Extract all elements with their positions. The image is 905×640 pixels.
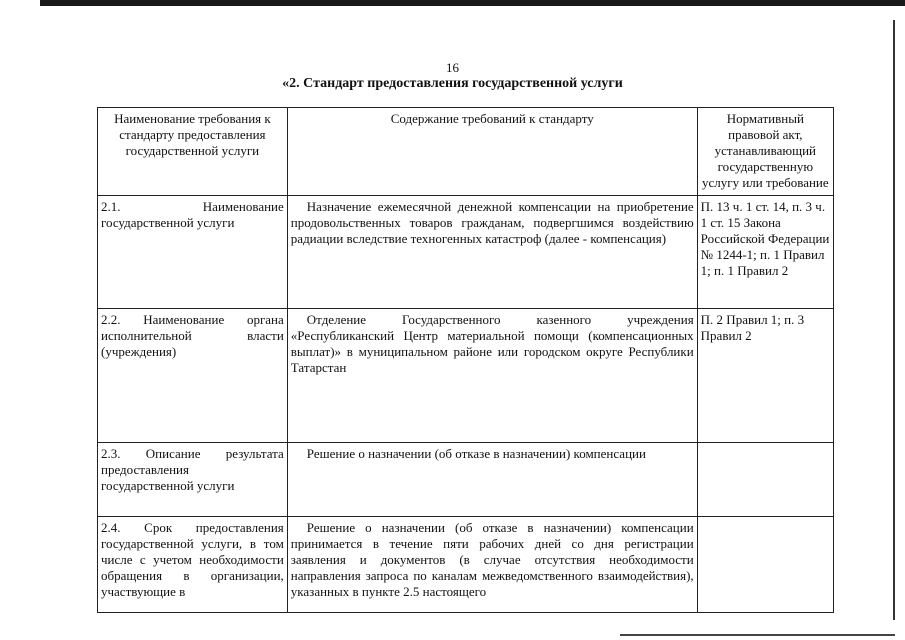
- row-legal-act: П. 13 ч. 1 ст. 14, п. 3 ч. 1 ст. 15 Закона Российской Федерации № 1244-1; п. 1 Правил 1; п. 1 Правил 2: [697, 196, 833, 309]
- scan-edge-bottom: [620, 634, 895, 636]
- row-requirement-name: 2.1. Наименование государственной услуги: [98, 196, 288, 309]
- row-requirement-content: Решение о назначении (об отказе в назначении) компенсации: [287, 443, 697, 517]
- row-requirement-name: 2.3. Описание результата предоставления государственной услуги: [98, 443, 288, 517]
- header-requirement-name: Наименование требования к стандарту предоставления государственной услуги: [98, 108, 288, 196]
- row-requirement-content: Назначение ежемесячной денежной компенсации на приобретение продовольственных товаров гражданам, подвергшимся воздействию радиации вследствие техногенных катастроф (далее - компенсация): [287, 196, 697, 309]
- row-requirement-content: Отделение Государственного казенного учреждения «Республиканский Центр материальной помощи (компенсационных выплат)» в муниципальном районе или городском округе Республики Татарстан: [287, 309, 697, 443]
- row-legal-act: П. 2 Правил 1; п. 3 Правил 2: [697, 309, 833, 443]
- table-row: [98, 196, 834, 309]
- row-requirement-name: 2.2. Наименование органа исполнительной власти (учреждения): [98, 309, 288, 443]
- header-legal-act: Нормативный правовой акт, устанавливающий государственную услугу или требование: [697, 108, 833, 196]
- standard-table: [97, 107, 834, 613]
- scan-edge-right: [893, 20, 895, 620]
- table-row: [98, 517, 834, 613]
- table-row: [98, 443, 834, 517]
- row-requirement-name: 2.4. Срок предоставления государственной услуги, в том числе с учетом необходимости обращения в организации, участвующие в: [98, 517, 288, 613]
- page-number: 16: [446, 60, 459, 75]
- scan-edge-top: [40, 0, 905, 6]
- header-requirement-content: Содержание требований к стандарту: [287, 108, 697, 196]
- row-requirement-content: Решение о назначении (об отказе в назначении) компенсации принимается в течение пяти рабочих дней со дня регистрации заявления и документов (в случае отсутствия необходимости направления запроса по каналам межведомственного взаимодействия), указанных в пункте 2.5 настоящего: [287, 517, 697, 613]
- row-legal-act: [697, 517, 833, 613]
- table-row: [98, 309, 834, 443]
- row-legal-act: [697, 443, 833, 517]
- section-title: «2. Стандарт предоставления государственной услуги: [282, 76, 623, 91]
- table-header-row: [98, 108, 834, 196]
